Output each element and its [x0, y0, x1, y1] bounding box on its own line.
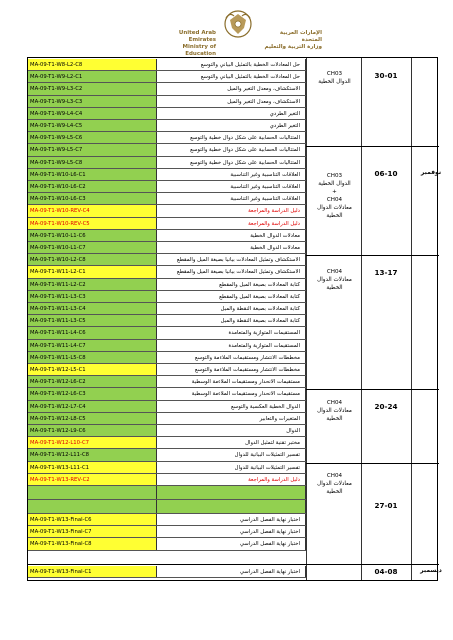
table-row — [28, 96, 306, 108]
lesson-code-cell: MA-09-T1-W9-L2-C1 — [28, 71, 157, 82]
table-row — [28, 169, 306, 181]
org-ar-line-2: وزارة التربية والتعليم — [264, 44, 322, 50]
lesson-code-cell: MA-09-T1-W11-L4-C7 — [28, 340, 157, 351]
table-row — [28, 266, 306, 278]
lesson-code-cell: MA-09-T1-W11-L2-C1 — [28, 266, 157, 277]
lesson-code-cell: MA-09-T1-W13-Final-C7 — [28, 526, 157, 537]
week-label: 06-10 — [374, 169, 398, 178]
lesson-title-cell: التغير الطردي — [157, 108, 306, 119]
lesson-title-cell: تفسير التمثيلات البيانية للدوال — [157, 462, 306, 473]
week-label: 04-08 — [374, 567, 398, 576]
block-divider — [306, 255, 439, 256]
page-header — [0, 0, 453, 57]
unit-line: معادلات الدوال — [317, 408, 352, 414]
month-label: نوفمبر — [420, 169, 442, 176]
org-en-line-2: Ministry of Education — [182, 44, 216, 57]
unit-block-4 — [307, 399, 362, 423]
lesson-code-cell: MA-09-T1-W12-L11-C8 — [28, 449, 157, 460]
table-row — [28, 437, 306, 449]
lesson-code-cell: MA-09-T1-W9-L4-C4 — [28, 108, 157, 119]
table-row — [28, 340, 306, 352]
week-label: 20-24 — [374, 402, 398, 411]
lesson-title-cell: الاستكشاف، ومعدل التغير والميل — [157, 83, 306, 94]
table-row — [28, 401, 306, 413]
lesson-title-cell: العلاقات التناسبية وغير التناسبية — [157, 169, 306, 180]
unit-line: الخطية — [326, 213, 343, 219]
lesson-title-cell: معادلات الدوال الخطية — [157, 242, 306, 253]
lesson-title-cell: الدوال — [157, 425, 306, 436]
lesson-title-cell: مستقيمات الانحدار ومستقيمات الملاءمة الوسطية — [157, 376, 306, 387]
lesson-code-cell: MA-09-T1-W11-L3-C3 — [28, 291, 157, 302]
lesson-code-cell — [28, 500, 157, 513]
lesson-code-cell: MA-09-T1-W9-L3-C2 — [28, 83, 157, 94]
table-row — [28, 291, 306, 303]
table-row — [28, 526, 306, 538]
unit-line: الخطية — [326, 416, 343, 422]
unit-line: CH04 — [326, 197, 343, 203]
unit-line: معادلات الدوال — [317, 277, 352, 283]
unit-line: CH03 — [326, 173, 343, 179]
table-row — [28, 303, 306, 315]
unit-line: معادلات الدوال — [317, 205, 352, 211]
unit-line: الدوال الخطية — [318, 79, 351, 85]
table-row — [28, 327, 306, 339]
emblem-icon — [218, 6, 258, 46]
lesson-code-cell: MA-09-T1-W9-L5-C6 — [28, 132, 157, 143]
table-row — [28, 352, 306, 364]
lesson-code-cell: MA-09-T1-W12-L6-C2 — [28, 376, 157, 387]
lesson-code-cell: MA-09-T1-W13-REV-C2 — [28, 474, 157, 485]
table-row — [28, 205, 306, 217]
lesson-code-cell: MA-09-T1-W10-L1-C7 — [28, 242, 157, 253]
org-ar-line-1: الإمارات العربية المتحدة — [279, 30, 322, 43]
lesson-code-cell: MA-09-T1-W9-L5-C8 — [28, 157, 157, 168]
unit-line: CH04 — [326, 473, 343, 479]
table-row — [28, 120, 306, 132]
lesson-title-cell: المتغيرات والتعابير — [157, 413, 306, 424]
table-row — [28, 566, 306, 578]
table-row — [28, 514, 306, 526]
col-divider-month — [411, 58, 412, 580]
lesson-code-cell: MA-09-T1-W13-L11-C1 — [28, 462, 157, 473]
month-label: ديسمبر — [420, 567, 442, 574]
lesson-title-cell: العلاقات التناسبية وغير التناسبية — [157, 193, 306, 204]
lesson-code-cell: MA-09-T1-W12-L8-C5 — [28, 413, 157, 424]
lesson-title-cell: مخططات الانتشار ومستقيمات الملاءمة والتوسع — [157, 352, 306, 363]
lesson-title-cell: الاستكشاف وتمثيل المعادلات بيانيا بصيغة الميل والمقطع — [157, 266, 306, 277]
unit-block-1 — [307, 70, 362, 86]
lesson-title-cell: الاستكشاف وتمثيل المعادلات بيانيا بصيغة الميل والمقطع — [157, 254, 306, 265]
lesson-title-cell: حل المعادلات الخطية بالتمثيل البياني والتوسع — [157, 71, 306, 82]
unit-line: الخطية — [326, 489, 343, 495]
table-row — [28, 376, 306, 388]
block-divider — [306, 146, 439, 147]
lesson-code-cell: MA-09-T1-W10-REV-C4 — [28, 205, 157, 216]
lesson-title-cell: مخططات الانتشار ومستقيمات الملاءمة والتوسع — [157, 364, 306, 375]
lesson-title-cell: اختبار نهاية الفصل الدراسي — [157, 526, 306, 537]
lesson-code-cell: MA-09-T1-W9-L5-C7 — [28, 144, 157, 155]
col-divider-unit — [306, 58, 307, 580]
table-row — [28, 279, 306, 291]
table-row — [28, 500, 306, 514]
week-label: 30-01 — [374, 71, 398, 80]
table-row — [28, 538, 306, 550]
lesson-code-cell: MA-09-T1-W9-L4-C5 — [28, 120, 157, 131]
lesson-title-cell: مختبر تقنية لتمثيل الدوال — [157, 437, 306, 448]
table-row — [28, 83, 306, 95]
lesson-code-cell: MA-09-T1-W8-L2-C8 — [28, 59, 157, 70]
lesson-title-cell: اختبار نهاية الفصل الدراسي — [157, 514, 306, 525]
table-row — [28, 132, 306, 144]
table-row — [28, 108, 306, 120]
schedule-table — [27, 57, 442, 581]
lesson-title-cell: معادلات الدوال الخطية — [157, 230, 306, 241]
lesson-code-cell: MA-09-T1-W10-L1-C6 — [28, 230, 157, 241]
lesson-title-cell: دليل الدراسة والمراجعة — [157, 205, 306, 216]
table-row — [28, 242, 306, 254]
lesson-title-cell: دليل الدراسة والمراجعة — [157, 218, 306, 229]
lesson-code-cell: MA-09-T1-W12-L7-C4 — [28, 401, 157, 412]
lesson-code-cell: MA-09-T1-W13-Final-C1 — [28, 566, 157, 577]
lesson-code-cell: MA-09-T1-W12-L5-C1 — [28, 364, 157, 375]
table-row — [28, 181, 306, 193]
table-row — [28, 388, 306, 400]
lesson-title-cell: اختبار نهاية الفصل الدراسي — [157, 538, 306, 549]
lesson-code-cell: MA-09-T1-W11-L3-C5 — [28, 315, 157, 326]
org-name-en — [150, 30, 216, 58]
lesson-title-cell: المستقيمات المتوازية والمتعامدة — [157, 327, 306, 338]
lesson-title-cell: حل المعادلات الخطية بالتمثيل البياني والتوسع — [157, 59, 306, 70]
table-row — [28, 449, 306, 461]
table-row — [28, 474, 306, 486]
table-row — [28, 462, 306, 474]
lesson-title-cell: اختبار نهاية الفصل الدراسي — [157, 566, 306, 577]
lesson-title-cell — [157, 500, 306, 513]
lesson-code-cell: MA-09-T1-W11-L5-C8 — [28, 352, 157, 363]
table-row — [28, 254, 306, 266]
lesson-code-cell: MA-09-T1-W12-L10-C7 — [28, 437, 157, 448]
lesson-title-cell: المتتاليات الحسابية على شكل دوال خطية والتوسع — [157, 144, 306, 155]
unit-line: الخطية — [326, 285, 343, 291]
block-divider — [306, 463, 439, 464]
table-row — [28, 425, 306, 437]
lesson-code-cell: MA-09-T1-W11-L2-C2 — [28, 279, 157, 290]
unit-line: CH04 — [326, 400, 343, 406]
lesson-code-cell: MA-09-T1-W12-L9-C6 — [28, 425, 157, 436]
block-divider — [306, 389, 439, 390]
unit-block-3 — [307, 268, 362, 292]
unit-line: الدوال الخطية — [318, 181, 351, 187]
lesson-code-cell: MA-09-T1-W12-L6-C3 — [28, 388, 157, 399]
week-label: 27-01 — [374, 501, 398, 510]
table-row — [28, 218, 306, 230]
table-row — [28, 193, 306, 205]
lesson-title-cell: المتتاليات الحسابية على شكل دوال خطية والتوسع — [157, 132, 306, 143]
week-label: 13-17 — [374, 268, 398, 277]
lesson-title-cell: العلاقات التناسبية وغير التناسبية — [157, 181, 306, 192]
table-row — [28, 230, 306, 242]
lesson-title-cell: الدوال الخطية العكسية والتوسع — [157, 401, 306, 412]
table-row — [28, 157, 306, 169]
org-name-ar — [262, 30, 322, 51]
unit-line: معادلات الدوال — [317, 481, 352, 487]
lesson-title-cell: المستقيمات المتوازية والمتعامدة — [157, 340, 306, 351]
unit-line: CH03 — [326, 71, 343, 77]
lesson-code-cell: MA-09-T1-W10-L2-C8 — [28, 254, 157, 265]
unit-line: CH04 — [326, 269, 343, 275]
table-row — [28, 364, 306, 376]
lesson-code-cell: MA-09-T1-W10-L6-C3 — [28, 193, 157, 204]
table-row — [28, 413, 306, 425]
lesson-title-cell: كتابة المعادلات بصيغة النقطة والميل — [157, 315, 306, 326]
lesson-title-cell: دليل الدراسة والمراجعة — [157, 474, 306, 485]
org-en-line-1: United Arab Emirates — [178, 30, 216, 43]
lesson-code-cell: MA-09-T1-W10-L6-C1 — [28, 169, 157, 180]
table-row — [28, 71, 306, 83]
lesson-code-cell: MA-09-T1-W11-L4-C6 — [28, 327, 157, 338]
lesson-title-cell — [157, 486, 306, 499]
unit-block-5 — [307, 472, 362, 496]
table-row — [28, 144, 306, 156]
lesson-code-cell: MA-09-T1-W13-Final-C6 — [28, 514, 157, 525]
lesson-title-cell: المتتاليات الحسابية على شكل دوال خطية والتوسع — [157, 157, 306, 168]
table-row — [28, 59, 306, 71]
lesson-title-cell: كتابة المعادلات بصيغة الميل والمقطع — [157, 279, 306, 290]
lesson-code-cell: MA-09-T1-W11-L3-C4 — [28, 303, 157, 314]
lesson-title-cell: كتابة المعادلات بصيغة النقطة والميل — [157, 303, 306, 314]
lesson-code-cell: MA-09-T1-W10-L6-C2 — [28, 181, 157, 192]
lesson-title-cell: مستقيمات الانحدار ومستقيمات الملاءمة الوسطية — [157, 388, 306, 399]
block-divider — [28, 564, 439, 565]
lesson-code-cell: MA-09-T1-W9-L3-C3 — [28, 96, 157, 107]
lesson-title-cell: تفسير التمثيلات البيانية للدوال — [157, 449, 306, 460]
lesson-code-cell — [28, 486, 157, 499]
lesson-code-cell: MA-09-T1-W13-Final-C8 — [28, 538, 157, 549]
unit-line: + — [332, 189, 337, 195]
lesson-title-cell: الاستكشاف، ومعدل التغير والميل — [157, 96, 306, 107]
table-row — [28, 315, 306, 327]
table-row — [28, 486, 306, 500]
lesson-title-cell: التغير الطردي — [157, 120, 306, 131]
unit-block-2 — [307, 172, 362, 220]
lesson-title-cell: كتابة المعادلات بصيغة الميل والمقطع — [157, 291, 306, 302]
lesson-code-cell: MA-09-T1-W10-REV-C5 — [28, 218, 157, 229]
